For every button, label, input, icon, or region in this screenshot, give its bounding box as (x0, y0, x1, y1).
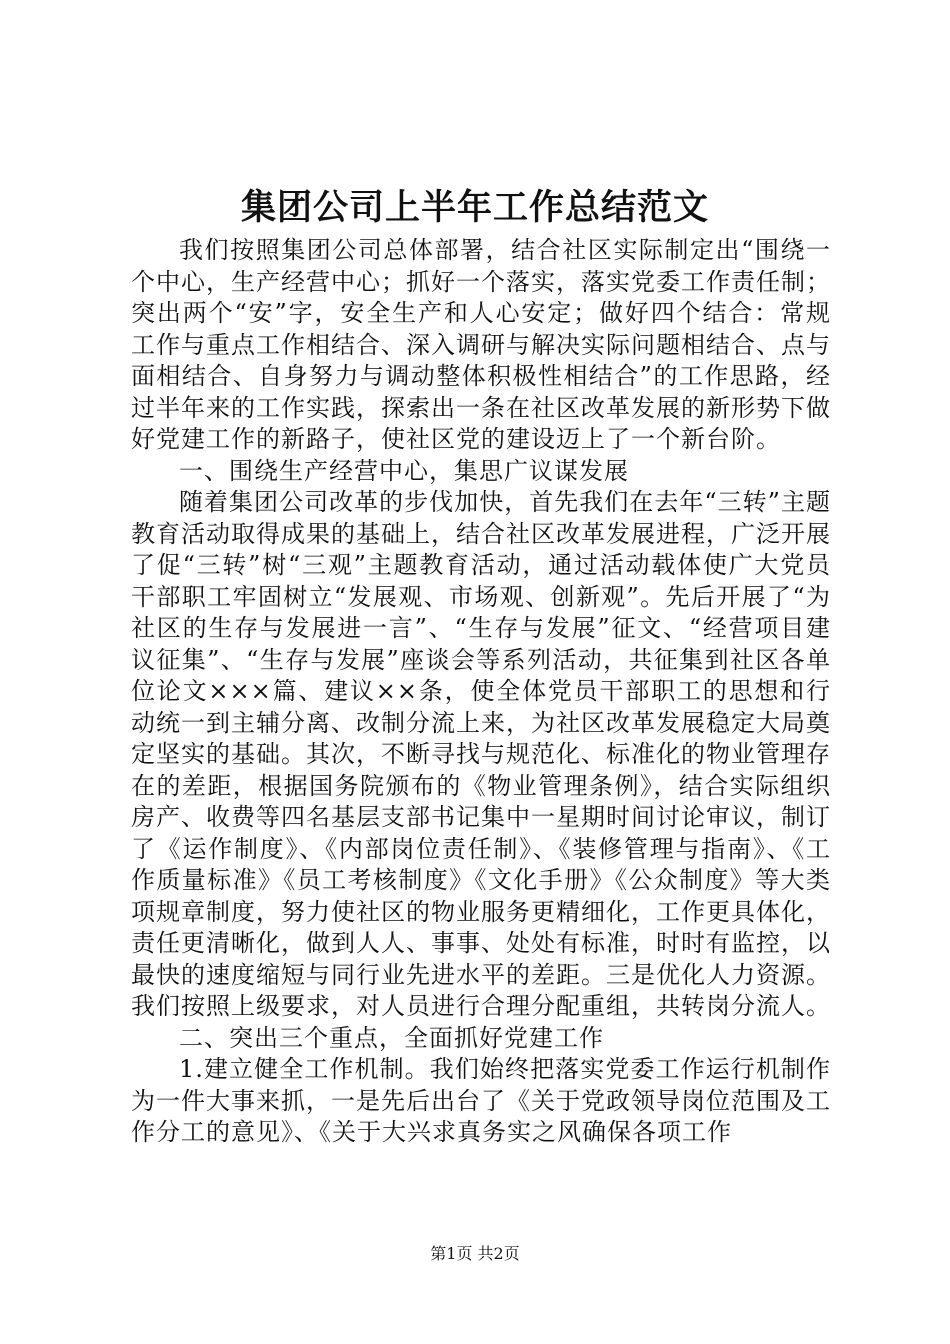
paragraph-section-2-item-1: 1.建立健全工作机制。我们始终把落实党委工作运行机制作为一件大事来抓，一是先后出台了《关于党政领导岗位范围及工作分工的意见》、《关于大兴求真务实之风确保各项工作 (131, 1055, 831, 1146)
document-title: 集团公司上半年工作总结范文 (240, 188, 709, 228)
page-footer: 第1页 共2页 (430, 1244, 520, 1263)
section-heading-1: 一、围绕生产经营中心，集思广议谋发展 (179, 456, 629, 485)
paragraph-intro: 我们按照集团公司总体部署，结合社区实际制定出“围绕一个中心，生产经营中心；抓好一个落实，落实党委工作责任制；突出两个“安”字，安全生产和人心安定；做好四个结合：常规工作与重点工作相结合、深入调研与解决实际问题相结合、点与面相结合、自身努力与调动整体积极性相结合”的工作思路，经过半年来的工作实践，探索出一条在社区改革发展的新形势下做好党建工作的新路子，使社区党的建设迈上了一个新台阶。 (131, 236, 831, 453)
document-body (131, 235, 831, 1149)
paragraph-section-1: 随着集团公司改革的步伐加快，首先我们在去年“三转”主题教育活动取得成果的基础上，结合社区改革发展进程，广泛开展了促“三转”树“三观”主题教育活动，通过活动载体使广大党员干部职工牢固树立“发展观、市场观、创新观”。先后开展了“为社区的生存与发展进一言”、“生存与发展”征文、“经营项目建议征集”、“生存与发展”座谈会等系列活动，共征集到社区各单位论文×××篇、建议××条，使全体党员干部职工的思想和行动统一到主辅分离、改制分流上来，为社区改革发展稳定大局奠定坚实的基础。其次，不断寻找与规范化、标准化的物业管理存在的差距，根据国务院颁布的《物业管理条例》，结合实际组织房产、收费等四名基层支部书记集中一星期时间讨论审议，制订了《运作制度》、《内部岗位责任制》、《装修管理与指南》、《工作质量标准》《员工考核制度》《文化手册》《公众制度》等大类项规章制度，努力使社区的物业服务更精细化，工作更具体化，责任更清晰化，做到人人、事事、处处有标准，时时有监控，以最快的速度缩短与同行业先进水平的差距。三是优化人力资源。我们按照上级要求，对人员进行合理分配重组，共转岗分流人。 (131, 488, 831, 1020)
section-heading-2: 二、突出三个重点，全面抓好党建工作 (179, 1023, 604, 1052)
